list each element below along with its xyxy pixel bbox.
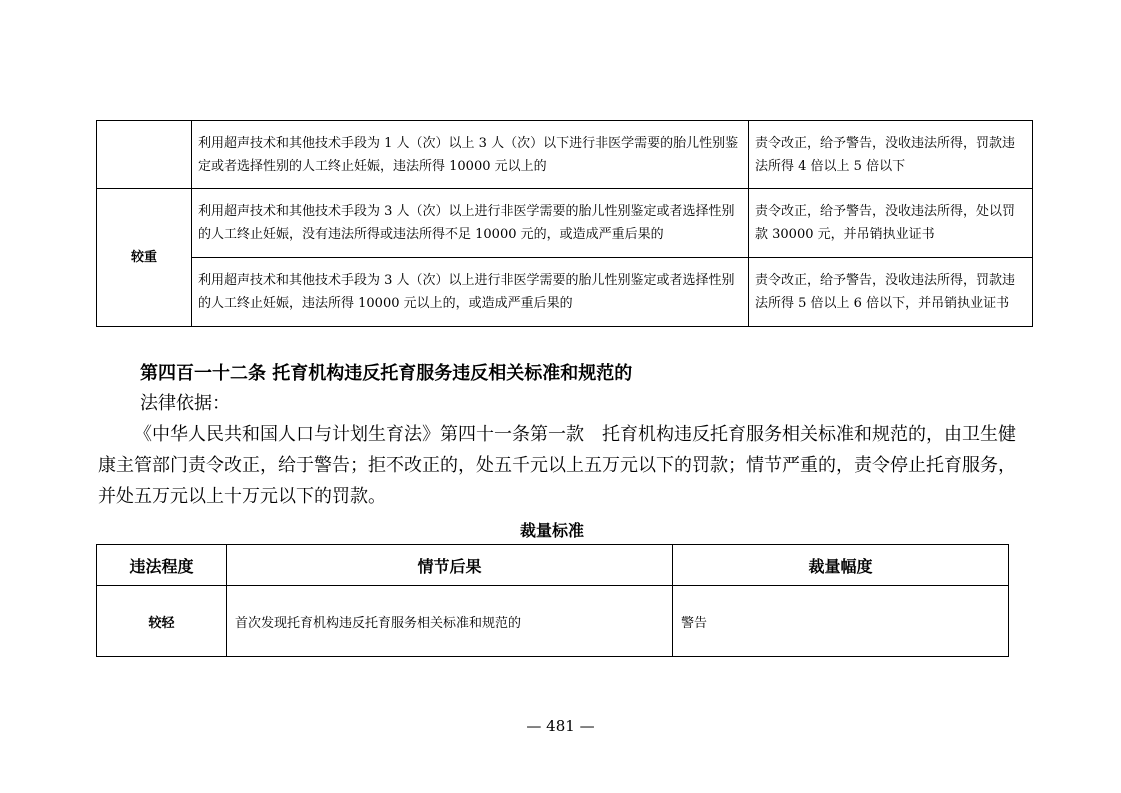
circumstance-cell: 利用超声技术和其他技术手段为 3 人（次）以上进行非医学需要的胎儿性别鉴定或者选择性别的人工终止妊娠，违法所得 10000 元以上的，或造成严重后果的 xyxy=(192,258,749,327)
penalty-cell: 责令改正，给予警告，没收违法所得，罚款违法所得 4 倍以上 5 倍以下 xyxy=(749,121,1033,189)
penalty-cell: 责令改正，给予警告，没收违法所得，处以罚款 30000 元，并吊销执业证书 xyxy=(749,189,1033,258)
level-cell: 较轻 xyxy=(97,586,227,657)
article-heading: 第四百一十二条 托育机构违反托育服务违反相关标准和规范的 xyxy=(140,363,633,384)
table-row xyxy=(97,189,1033,258)
penalty-table-continued xyxy=(96,120,1033,327)
table-caption: 裁量标准 xyxy=(519,521,584,540)
header-circumstance: 情节后果 xyxy=(227,545,673,586)
discretion-standard-table xyxy=(96,544,1009,657)
circumstance-cell: 利用超声技术和其他技术手段为 1 人（次）以上 3 人（次）以下进行非医学需要的胎儿性别鉴定或者选择性别的人工终止妊娠，违法所得 10000 元以上的 xyxy=(192,121,749,189)
header-penalty-range: 裁量幅度 xyxy=(673,545,1009,586)
page-number: — 481 — xyxy=(526,717,595,735)
table-row xyxy=(97,258,1033,327)
table-row xyxy=(97,586,1009,657)
circumstance-cell: 首次发现托育机构违反托育服务相关标准和规范的 xyxy=(227,586,673,657)
level-cell: 较重 xyxy=(97,189,192,327)
penalty-cell: 警告 xyxy=(673,586,1009,657)
penalty-cell: 责令改正，给予警告，没收违法所得，罚款违法所得 5 倍以上 6 倍以下，并吊销执业证书 xyxy=(749,258,1033,327)
table-row xyxy=(97,121,1033,189)
table-header-row xyxy=(97,545,1009,586)
header-violation-level: 违法程度 xyxy=(97,545,227,586)
circumstance-cell: 利用超声技术和其他技术手段为 3 人（次）以上进行非医学需要的胎儿性别鉴定或者选择性别的人工终止妊娠，没有违法所得或违法所得不足 10000 元的，或造成严重后果的 xyxy=(192,189,749,258)
level-cell xyxy=(97,121,192,189)
legal-basis-text: 《中华人民共和国人口与计划生育法》第四十一条第一款 托育机构违反托育服务相关标准和规范的，由卫生健康主管部门责令改正，给于警告；拒不改正的，处五千元以上五万元以下的罚款；情节严重的，责令停止托育服务，并处五万元以上十万元以下的罚款。 xyxy=(98,424,1016,507)
legal-basis-label: 法律依据： xyxy=(140,393,230,414)
